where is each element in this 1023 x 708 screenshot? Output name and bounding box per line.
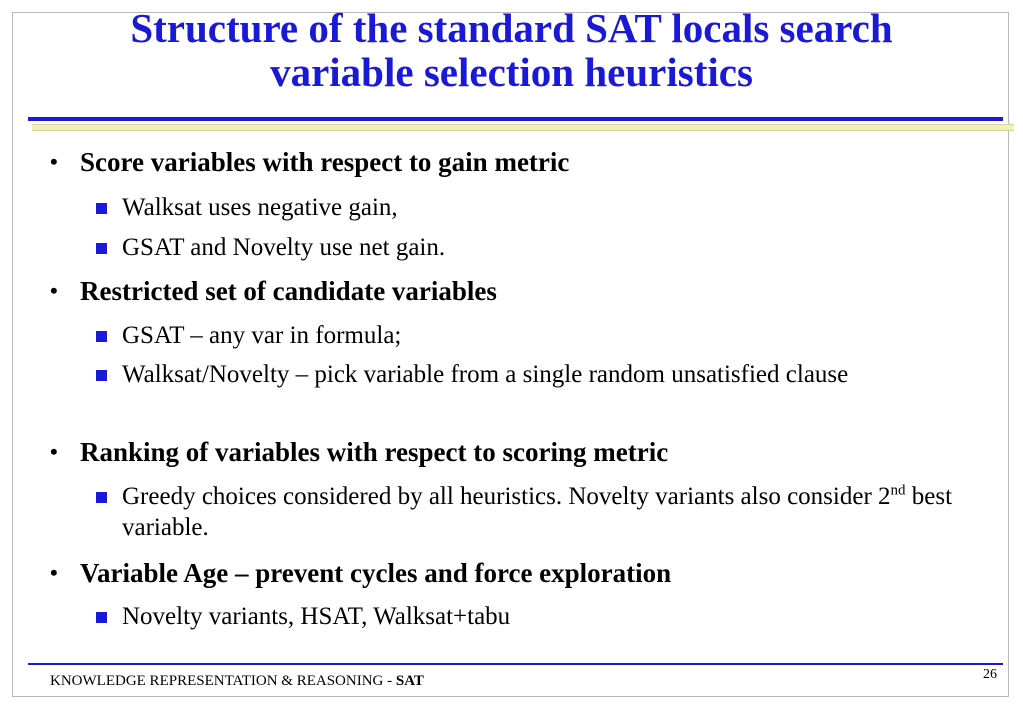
sub-bullet-text: Walksat uses negative gain, [122,194,398,221]
sub-bullet-text: Novelty variants, HSAT, Walksat+tabu [122,603,511,630]
footer-topic: SAT [395,673,424,689]
slide-title [0,6,1023,94]
square-bullet-icon [96,331,107,342]
square-bullet-icon [96,203,107,214]
footer-text: KNOWLEDGE REPRESENTATION & REASONING - [50,673,396,689]
title-underline [28,117,1003,121]
title-line-2: variable selection heuristics [270,49,753,95]
sub-bullet-text: Greedy choices considered by all heuristics. Novelty variants also consider 2nd best variable. [122,482,953,541]
sub-bullet-text: GSAT and Novelty use net gain. [122,234,446,261]
round-bullet-icon: • [50,149,58,174]
bullet-label: Score variables with respect to gain metric [80,147,570,177]
sub-bullet-text: GSAT – any var in formula; [122,322,402,349]
round-bullet-icon: • [50,439,58,464]
round-bullet-icon: • [50,278,58,303]
square-bullet-icon [96,492,107,503]
title-highlight-bar [32,124,1014,131]
square-bullet-icon [96,243,107,254]
slide-frame [12,12,1009,697]
footer-rule [28,663,1003,665]
page-number: 26 [983,667,997,682]
bullet-label: Restricted set of candidate variables [80,276,497,306]
superscript: nd [890,482,906,499]
bullet-label: Ranking of variables with respect to scoring metric [80,437,669,467]
round-bullet-icon: • [50,560,58,585]
footer [50,673,424,690]
bullet-label: Variable Age – prevent cycles and force exploration [80,558,672,588]
square-bullet-icon [96,370,107,381]
title-line-1: Structure of the standard SAT locals search [130,5,893,51]
square-bullet-icon [96,612,107,623]
sub-bullet-text: Walksat/Novelty – pick variable from a single random unsatisfied clause [122,361,849,388]
